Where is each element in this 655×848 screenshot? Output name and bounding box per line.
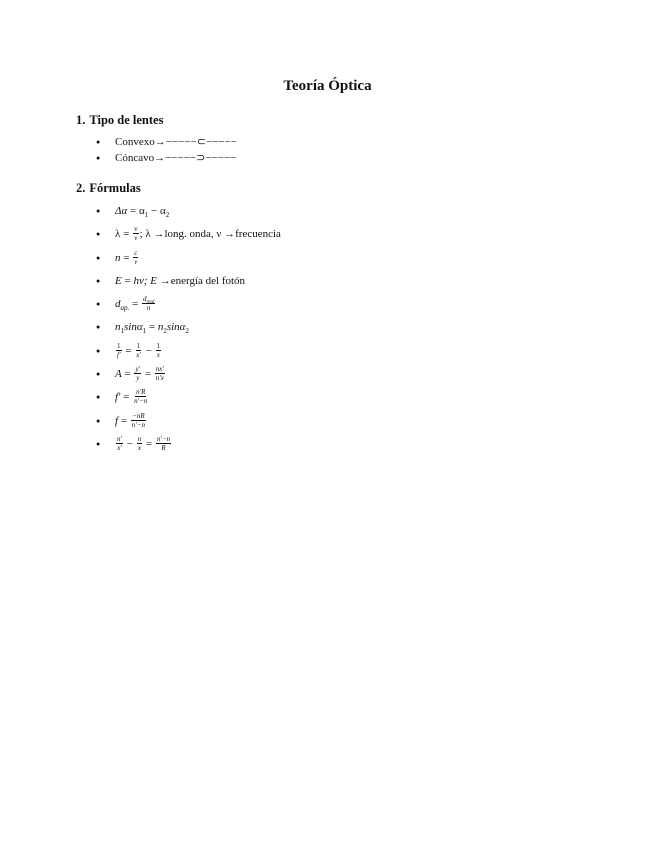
equals-sign: =	[123, 251, 130, 264]
fraction: $\frac{n}{x}$	[137, 434, 142, 452]
formula-term: A	[115, 368, 122, 381]
formula-term: d	[115, 298, 121, 311]
equals-sign: =	[125, 344, 132, 357]
equals-sign: =	[124, 274, 131, 287]
fraction: ● $\frac{n'}{x'}$	[117, 434, 122, 452]
lens-convex-text: Convexo→−−−−−⊂−−−−−	[115, 136, 237, 148]
formula-term: λ	[115, 228, 121, 241]
right-arrow-icon: →	[224, 228, 236, 241]
list-item	[96, 150, 237, 166]
formula-term: f'	[115, 391, 121, 404]
formula-photon-energy	[96, 270, 281, 293]
equals-sign: =	[123, 228, 130, 241]
subscript: 1	[120, 327, 124, 336]
fraction: $\frac{n'-n}{R}$	[156, 434, 171, 452]
formula-magnification	[96, 363, 281, 386]
section-heading-tipo-de-lentes	[76, 113, 163, 128]
formula-term: f	[115, 414, 119, 427]
section-heading-formulas	[76, 181, 141, 196]
fraction: ● $\frac{1}{f'}$	[117, 341, 121, 359]
formula-term: Δα	[115, 205, 128, 217]
formula-image-focal	[96, 386, 281, 409]
page-title: Teoría Óptica	[283, 78, 372, 94]
equals-sign: =	[129, 205, 137, 217]
subscript: real	[146, 300, 155, 306]
subscript: 2	[185, 327, 189, 336]
formula-object-focal	[96, 410, 281, 433]
formula-spherical-dioptre	[96, 433, 281, 456]
equals-sign: =	[132, 298, 139, 311]
fraction: $\frac{nx'}{n'x}$	[155, 365, 164, 383]
fraction: $\frac{n'R}{n'-n}$	[134, 388, 148, 406]
equals-sign: =	[123, 391, 130, 404]
formula-wavelength	[96, 223, 281, 246]
formula-term: n	[115, 251, 121, 264]
equals-sign: =	[148, 321, 156, 334]
lens-type-list	[96, 134, 237, 166]
section-number: 2.	[76, 181, 86, 195]
formula-refractive-index	[96, 247, 281, 270]
fraction: $\frac{d_{real}}{n}$	[142, 295, 155, 313]
right-arrow-icon: →	[159, 274, 171, 287]
fraction: $\frac{1}{x}$	[156, 341, 161, 359]
formula-list	[96, 200, 281, 456]
numerator: d	[142, 295, 147, 304]
formula-term: E	[115, 274, 122, 287]
section-title: Tipo de lentes	[89, 113, 164, 127]
subscript: 1	[142, 327, 147, 336]
fraction: $\frac{c}{v}$	[134, 248, 138, 266]
subscript: 1	[144, 211, 149, 219]
subscript: 2	[165, 211, 170, 219]
equals-sign: =	[120, 414, 128, 427]
formula-note: energía del fotón	[170, 274, 246, 287]
formula-term: sinα	[124, 321, 143, 334]
subscript: 2	[163, 327, 167, 336]
formula-apparent-depth	[96, 293, 281, 316]
fraction: $\frac{-nR}{n'-n}$	[131, 411, 146, 429]
formula-term: sinα	[166, 321, 186, 334]
formula-term: n	[157, 321, 164, 334]
minus-sign: −	[150, 205, 158, 217]
section-number: 1.	[76, 113, 86, 127]
formula-note: frecuencia	[235, 228, 281, 241]
formula-delta-alpha	[96, 200, 281, 223]
formula-term: n	[115, 321, 121, 334]
formula-term: ; λ	[139, 228, 151, 241]
equals-sign: =	[144, 368, 152, 381]
formula-snell-law	[96, 316, 281, 339]
fraction: $\frac{1}{x'}$	[136, 341, 141, 359]
formula-note: long. onda, ν	[164, 228, 222, 241]
minus-sign: −	[126, 437, 133, 450]
right-arrow-icon: →	[153, 228, 165, 241]
fraction: $\frac{v}{\nu}$	[134, 225, 138, 243]
fraction: $\frac{y'}{y}$	[135, 365, 141, 383]
formula-thin-lens	[96, 340, 281, 363]
lens-concave-text: Cóncavo→−−−−−⊃−−−−−	[115, 152, 237, 164]
section-title: Fórmulas	[89, 181, 141, 195]
minus-sign: −	[145, 344, 152, 357]
formula-term: ; E	[143, 274, 157, 287]
list-item	[96, 134, 237, 150]
subscript: ap.	[120, 304, 130, 313]
formula-term: α	[159, 205, 166, 217]
formula-term: hν	[133, 274, 144, 287]
equals-sign: =	[145, 437, 153, 450]
equals-sign: =	[124, 368, 131, 381]
formula-term: α	[138, 205, 145, 217]
